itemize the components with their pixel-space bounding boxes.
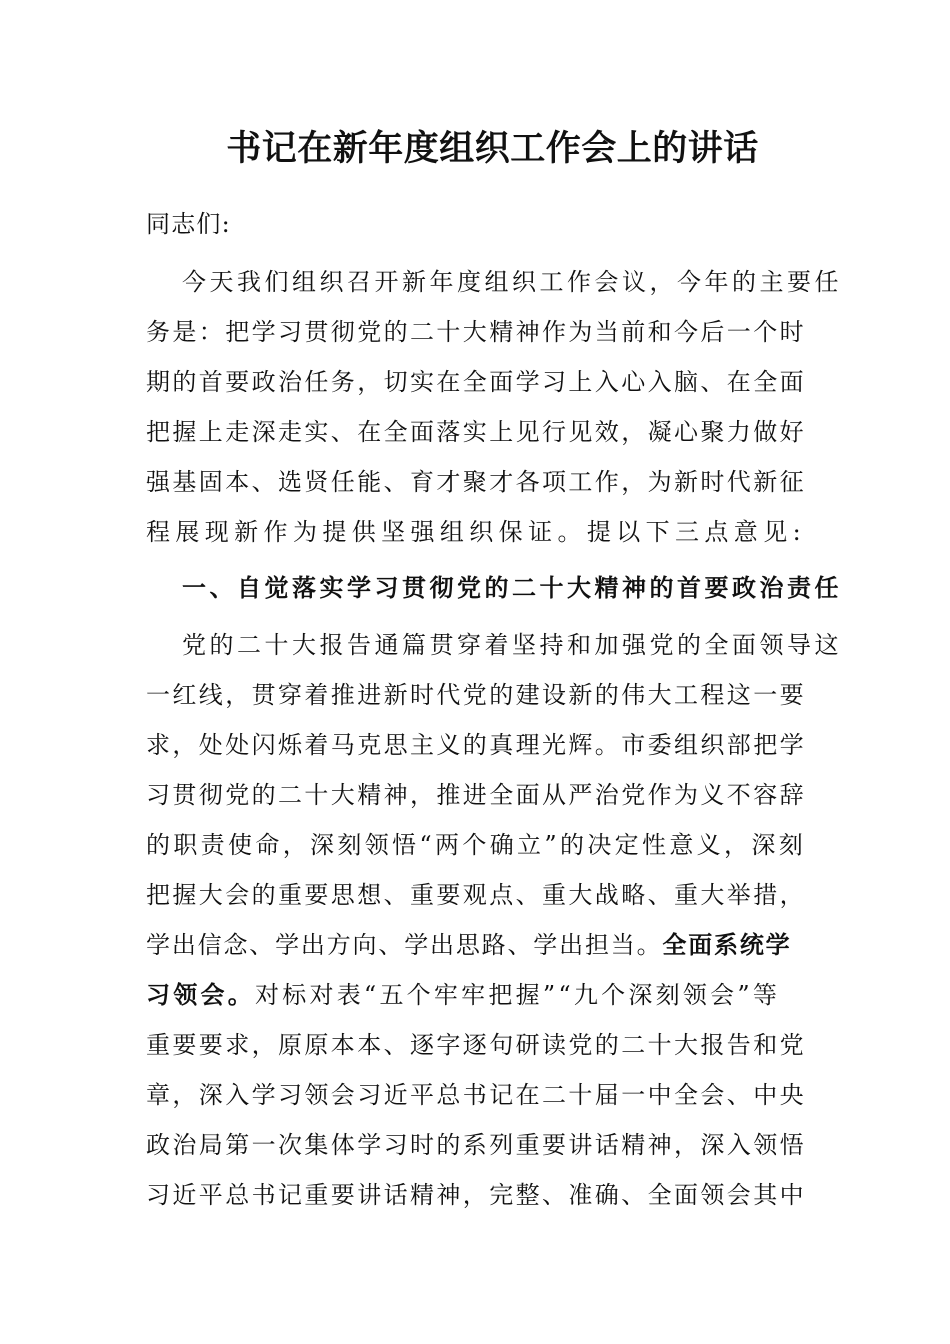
- paragraph-line: 章，深入学习领会习近平总书记在二十届一中全会、中央: [146, 1081, 806, 1109]
- paragraph-line: 期的首要政治任务，切实在全面学习上入心入脑、在全面: [146, 368, 806, 396]
- paragraph-line: 重要要求，原原本本、逐字逐句研读党的二十大报告和党: [146, 1031, 806, 1059]
- paragraph-line: 的职责使命，深刻领悟“两个确立”的决定性意义，深刻: [146, 831, 806, 859]
- paragraph-line: 政治局第一次集体学习时的系列重要讲话精神，深入领悟: [146, 1131, 806, 1159]
- paragraph-line: 党的二十大报告通篇贯穿着坚持和加强党的全面领导这: [182, 631, 842, 659]
- paragraph-line: 求，处处闪烁着马克思主义的真理光辉。市委组织部把学: [146, 731, 806, 759]
- paragraph-line: 务是：把学习贯彻党的二十大精神作为当前和今后一个时: [146, 318, 806, 346]
- paragraph-line-mixed: [146, 920, 806, 970]
- document-title: 书记在新年度组织工作会上的讲话: [226, 128, 759, 169]
- paragraph-line: 强基固本、选贤任能、育才聚才各项工作，为新时代新征: [146, 468, 806, 496]
- paragraph-line-mixed: [146, 970, 806, 1020]
- salutation: 同志们:: [146, 210, 231, 238]
- paragraph-line: 程展现新作为提供坚强组织保证。提以下三点意见:: [146, 518, 806, 546]
- bold-emphasis: 全面系统学: [662, 930, 792, 959]
- paragraph-line: 一红线，贯穿着推进新时代党的建设新的伟大工程这一要: [146, 681, 806, 709]
- paragraph-line: 把握上走深走实、在全面落实上见行见效，凝心聚力做好: [146, 418, 806, 446]
- paragraph-text: 学出信念、学出方向、学出思路、学出担当。: [146, 931, 663, 959]
- section-heading: 一、自觉落实学习贯彻党的二十大精神的首要政治责任: [182, 573, 842, 602]
- paragraph-line: 习贯彻党的二十大精神，推进全面从严治党作为义不容辞: [146, 781, 806, 809]
- bold-emphasis: 习领会。: [146, 980, 255, 1009]
- paragraph-line: 今天我们组织召开新年度组织工作会议，今年的主要任: [182, 268, 842, 296]
- paragraph-text: 对标对表“五个牢牢把握”“九个深刻领会”等: [254, 981, 781, 1009]
- paragraph-line: 把握大会的重要思想、重要观点、重大战略、重大举措，: [146, 881, 806, 909]
- paragraph-line: 习近平总书记重要讲话精神，完整、准确、全面领会其中: [146, 1181, 806, 1209]
